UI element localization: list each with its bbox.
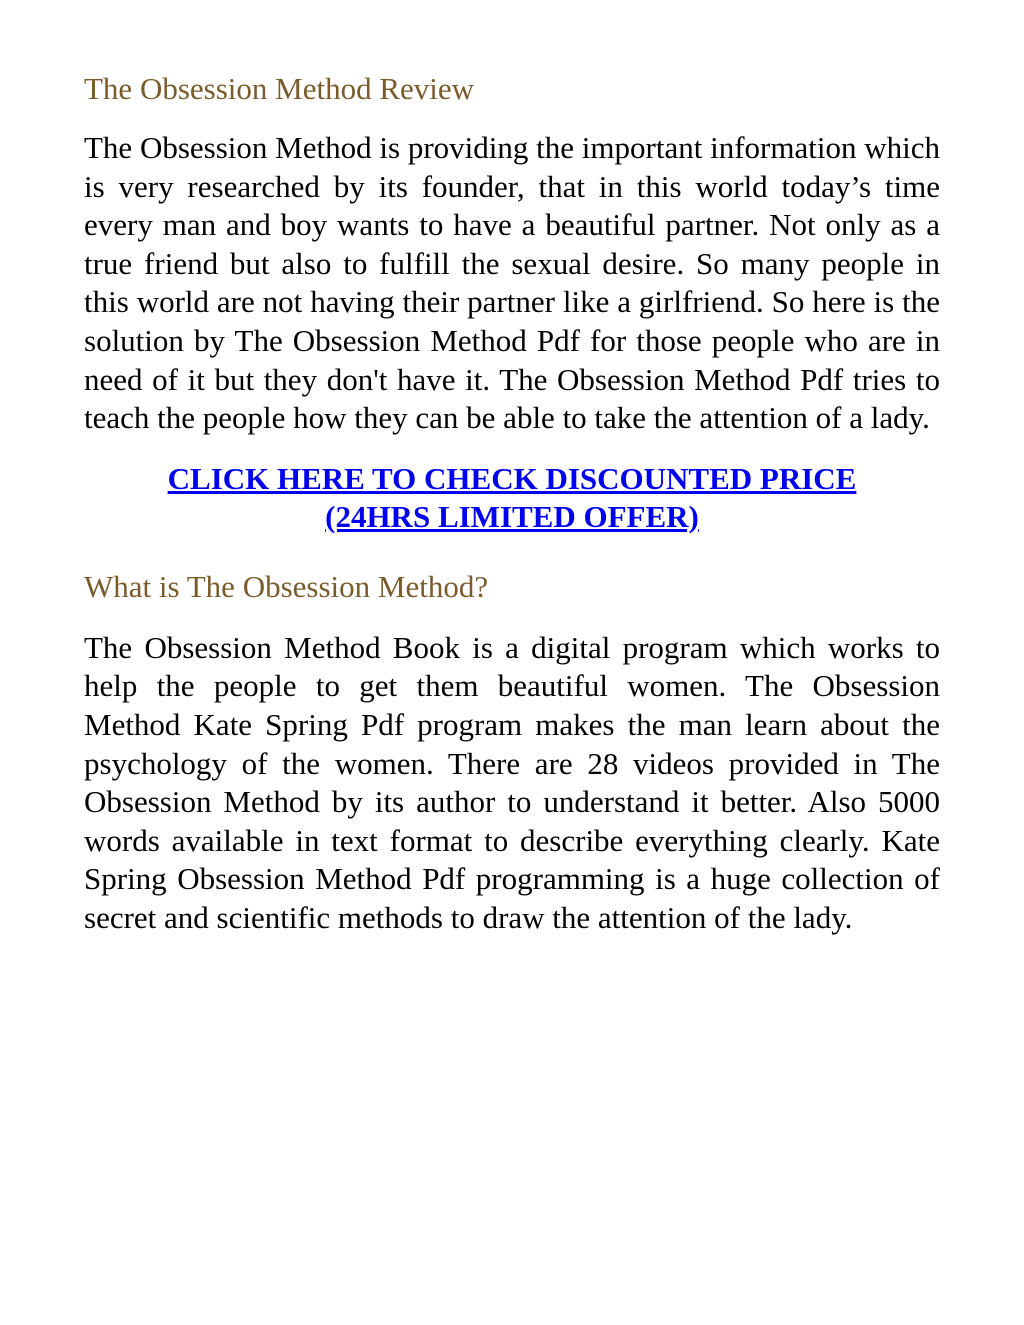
section-what-is-title: What is The Obsession Method? [84, 568, 489, 604]
document-page [84, 0, 940, 938]
discount-price-link-line1: CLICK HERE TO CHECK DISCOUNTED PRICE [167, 460, 857, 496]
section-what-is-paragraph: The Obsession Method Book is a digital program which works to help the people to get them beautiful women. The Obsession Method Kate Spring Pdf program makes the man learn about the psychology of the women. There are 28 videos provided in The Obsession Method by its author to understand it better. Also 5000 words available in text format to describe everything clearly. Kate Spring Obsession Method Pdf programming is a huge collection of secret and scientific methods to draw the attention of the lady. [84, 629, 940, 935]
discount-price-link[interactable] [84, 460, 940, 536]
section-review-paragraph: The Obsession Method is providing the important information which is very researched by its founder, that in this world today’s time every man and boy wants to have a beautiful partner. Not only as a true friend but also to fulfill the sexual desire. So many people in this world are not having their partner like a girlfriend. So here is the solution by The Obsession Method Pdf for those people who are in need of it but they don't have it. The Obsession Method Pdf tries to teach the people how they can be able to take the attention of a lady. [84, 130, 940, 436]
section-review-title: The Obsession Method Review [84, 71, 475, 106]
discount-price-link-line2: (24HRS LIMITED OFFER) [325, 498, 699, 534]
